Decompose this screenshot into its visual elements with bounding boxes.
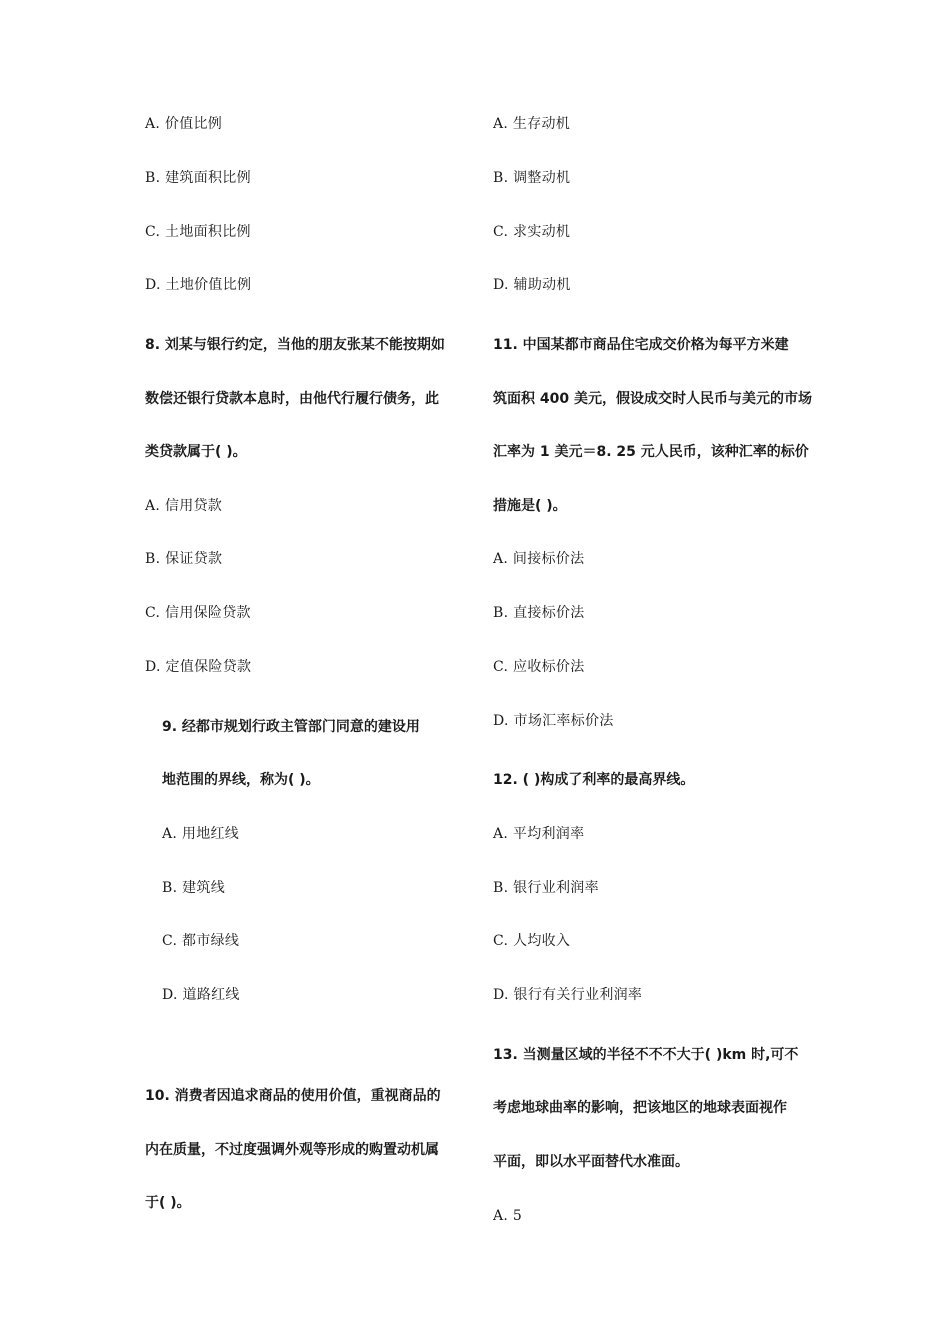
q9-option-d: D. 道路红线	[162, 987, 240, 1003]
q9-line-2: 地范围的界线，称为( )。	[162, 772, 320, 788]
q8-option-a: A. 信用贷款	[145, 498, 223, 514]
q12-line-1: 12. ( )构成了利率的最高界线。	[493, 772, 695, 788]
q12-option-a: A. 平均利润率	[493, 826, 585, 842]
q12-option-b: B. 银行业利润率	[493, 880, 599, 896]
q11-line-4: 措施是( )。	[493, 498, 567, 514]
q11-option-a: A. 间接标价法	[493, 551, 585, 567]
option-d: D. 土地价值比例	[145, 277, 252, 293]
q8-option-d: D. 定值保险贷款	[145, 659, 252, 675]
q12-option-c: C. 人均收入	[493, 933, 571, 949]
q11-line-1: 11. 中国某都市商品住宅成交价格为每平方米建	[493, 337, 789, 353]
option-d: D. 辅助动机	[493, 277, 571, 293]
q11-option-c: C. 应收标价法	[493, 659, 585, 675]
q11-line-2: 筑面积 400 美元，假设成交时人民币与美元的市场	[493, 391, 812, 407]
option-c: C. 土地面积比例	[145, 224, 251, 240]
q10-line-3: 于( )。	[145, 1195, 191, 1211]
q13-line-2: 考虑地球曲率的影响，把该地区的地球表面视作	[493, 1100, 787, 1116]
q11-line-3: 汇率为 1 美元＝8. 25 元人民币，该种汇率的标价	[493, 444, 809, 460]
q8-line-1: 8. 刘某与银行约定，当他的朋友张某不能按期如	[145, 337, 445, 353]
q9-option-c: C. 都市绿线	[162, 933, 240, 949]
q10-line-1: 10. 消费者因追求商品的使用价值，重视商品的	[145, 1088, 441, 1104]
q11-option-b: B. 直接标价法	[493, 605, 585, 621]
option-c: C. 求实动机	[493, 224, 571, 240]
q8-line-3: 类贷款属于( )。	[145, 444, 247, 460]
q13-option-a: A. 5	[493, 1208, 523, 1224]
q10-line-2: 内在质量，不过度强调外观等形成的购置动机属	[145, 1142, 439, 1158]
option-b: B. 调整动机	[493, 170, 571, 186]
q8-line-2: 数偿还银行贷款本息时，由他代行履行债务，此	[145, 391, 439, 407]
q13-line-1: 13. 当测量区域的半径不不不大于( )km 时,可不	[493, 1047, 799, 1063]
q12-option-d: D. 银行有关行业利润率	[493, 987, 643, 1003]
q13-line-3: 平面，即以水平面替代水准面。	[493, 1154, 689, 1170]
q8-option-b: B. 保证贷款	[145, 551, 223, 567]
q9-option-a: A. 用地红线	[162, 826, 240, 842]
option-a: A. 价值比例	[145, 116, 223, 132]
q11-option-d: D. 市场汇率标价法	[493, 713, 614, 729]
q8-option-c: C. 信用保险贷款	[145, 605, 251, 621]
option-b: B. 建筑面积比例	[145, 170, 251, 186]
q9-line-1: 9. 经都市规划行政主管部门同意的建设用	[162, 719, 420, 735]
q9-option-b: B. 建筑线	[162, 880, 225, 896]
option-a: A. 生存动机	[493, 116, 571, 132]
